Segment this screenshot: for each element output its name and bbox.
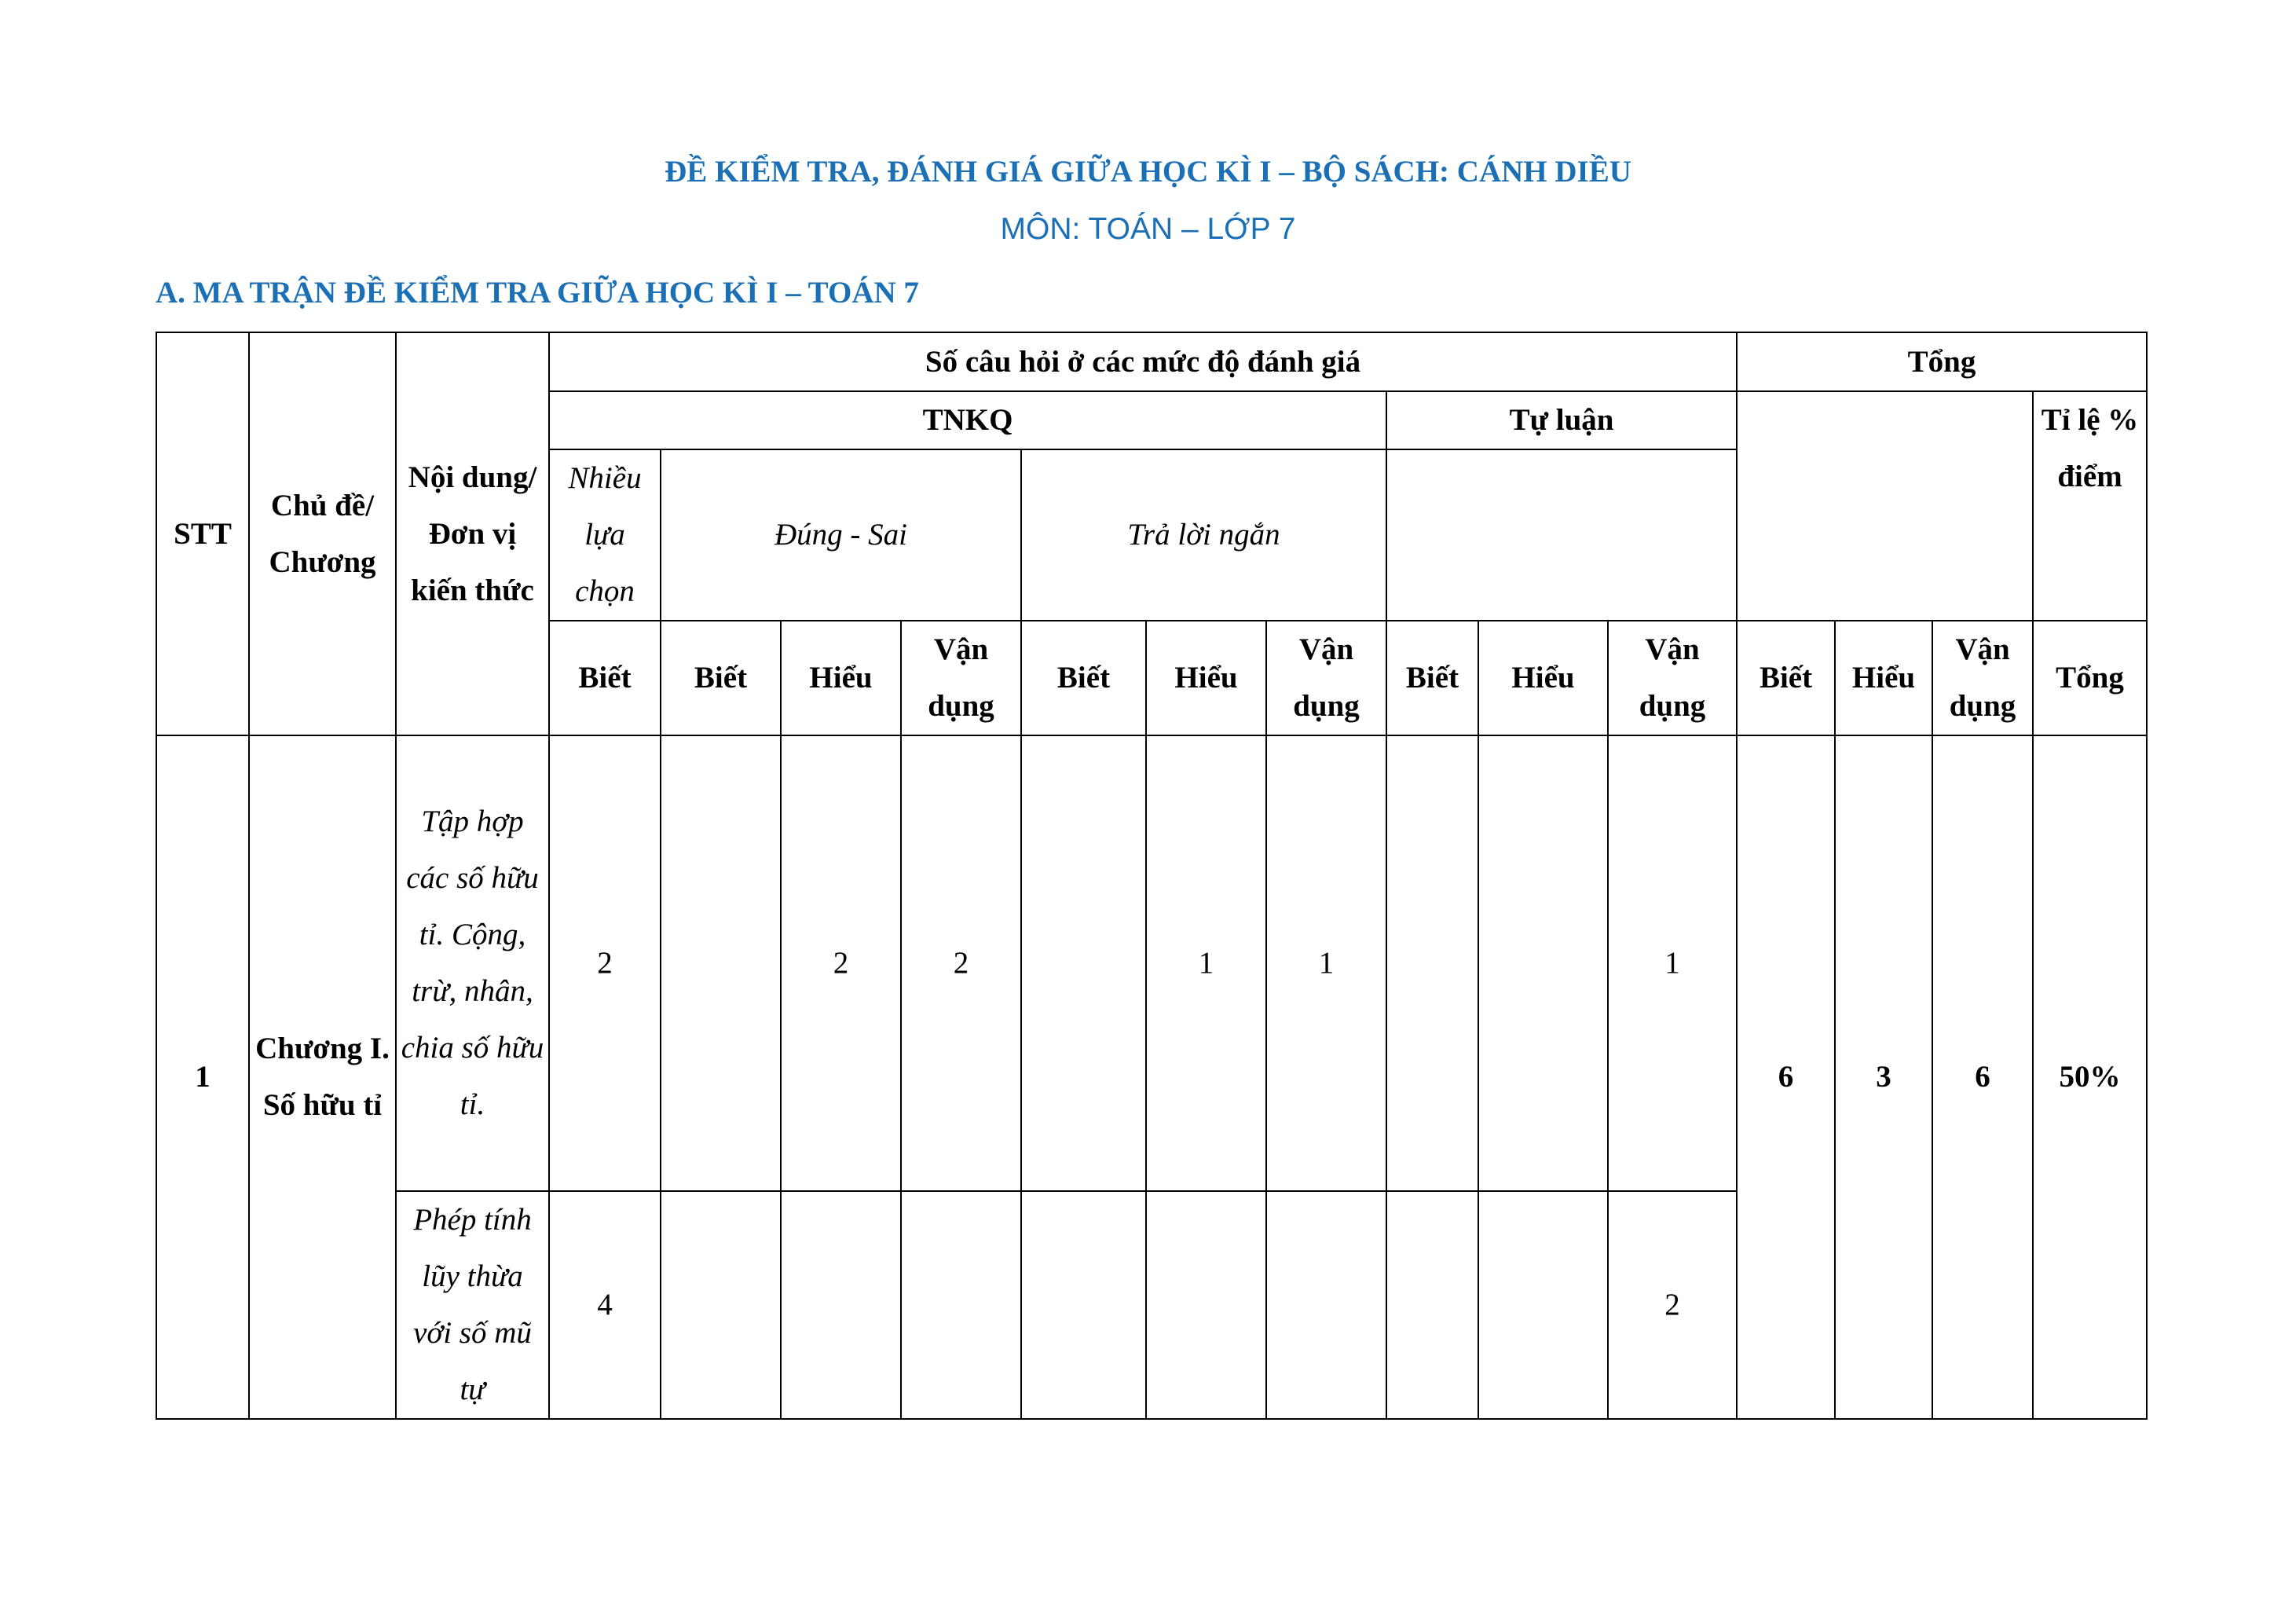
level-hieu: Hiểu bbox=[1835, 621, 1932, 735]
document-title: ĐỀ KIỂM TRA, ĐÁNH GIÁ GIỮA HỌC KÌ I – BỘ SÁCH: CÁNH DIỀU bbox=[665, 155, 1631, 189]
table-cell: 1 bbox=[1266, 735, 1386, 1191]
header-chu-de: Chủ đề/ Chương bbox=[249, 332, 396, 735]
level-van-dung: Vận dụng bbox=[1266, 621, 1386, 735]
total-ti-le: 50% bbox=[2033, 735, 2147, 1419]
level-van-dung: Vận dụng bbox=[1932, 621, 2033, 735]
total-van-dung: 6 bbox=[1932, 735, 2033, 1419]
table-cell bbox=[1021, 1191, 1146, 1419]
section-heading: A. MA TRẬN ĐỀ KIỂM TRA GIỮA HỌC KÌ I – TOÁN 7 bbox=[156, 276, 919, 310]
level-biet: Biết bbox=[661, 621, 781, 735]
header-tu-luan-blank bbox=[1386, 449, 1737, 621]
level-tong: Tổng bbox=[2033, 621, 2147, 735]
header-tong: Tổng bbox=[1737, 332, 2147, 391]
row-chu-de: Chương I. Số hữu tỉ bbox=[249, 735, 396, 1419]
header-dung-sai: Đúng - Sai bbox=[661, 449, 1021, 621]
document-subtitle: MÔN: TOÁN – LỚP 7 bbox=[1000, 212, 1296, 246]
exam-matrix-table bbox=[156, 332, 2148, 1420]
table-cell bbox=[1386, 735, 1478, 1191]
level-hieu: Hiểu bbox=[781, 621, 901, 735]
header-so-cau-hoi: Số câu hỏi ở các mức độ đánh giá bbox=[549, 332, 1737, 391]
row-stt: 1 bbox=[156, 735, 249, 1419]
table-cell: 4 bbox=[549, 1191, 661, 1419]
row-unit-name: Phép tính lũy thừa với số mũ tự bbox=[396, 1191, 549, 1419]
level-hieu: Hiểu bbox=[1478, 621, 1608, 735]
table-cell bbox=[1478, 735, 1608, 1191]
header-stt: STT bbox=[156, 332, 249, 735]
table-cell bbox=[661, 735, 781, 1191]
level-biet: Biết bbox=[1021, 621, 1146, 735]
level-biet: Biết bbox=[549, 621, 661, 735]
table-cell: 2 bbox=[901, 735, 1021, 1191]
level-hieu: Hiểu bbox=[1146, 621, 1266, 735]
table-cell: 1 bbox=[1608, 735, 1737, 1191]
level-biet: Biết bbox=[1386, 621, 1478, 735]
header-tnkq: TNKQ bbox=[549, 391, 1386, 449]
header-tong-blank bbox=[1737, 391, 2033, 621]
header-ti-le: Tỉ lệ % điểm bbox=[2033, 391, 2147, 621]
table-cell bbox=[781, 1191, 901, 1419]
header-tu-luan: Tự luận bbox=[1386, 391, 1737, 449]
table-cell bbox=[1266, 1191, 1386, 1419]
table-cell: 2 bbox=[1608, 1191, 1737, 1419]
table-cell bbox=[661, 1191, 781, 1419]
level-van-dung: Vận dụng bbox=[1608, 621, 1737, 735]
level-biet: Biết bbox=[1737, 621, 1835, 735]
table-cell bbox=[901, 1191, 1021, 1419]
table-cell: 1 bbox=[1146, 735, 1266, 1191]
total-hieu: 3 bbox=[1835, 735, 1932, 1419]
table-cell: 2 bbox=[781, 735, 901, 1191]
level-van-dung: Vận dụng bbox=[901, 621, 1021, 735]
header-noi-dung: Nội dung/ Đơn vị kiến thức bbox=[396, 332, 549, 735]
table-cell bbox=[1146, 1191, 1266, 1419]
table-cell bbox=[1021, 735, 1146, 1191]
header-nhieu-lua-chon: Nhiều lựa chọn bbox=[549, 449, 661, 621]
header-tra-loi-ngan: Trả lời ngắn bbox=[1021, 449, 1386, 621]
table-cell: 2 bbox=[549, 735, 661, 1191]
total-biet: 6 bbox=[1737, 735, 1835, 1419]
row-unit-name: Tập hợp các số hữu tỉ. Cộng, trừ, nhân, chia số hữu tỉ. bbox=[396, 735, 549, 1191]
table-cell bbox=[1386, 1191, 1478, 1419]
table-cell bbox=[1478, 1191, 1608, 1419]
